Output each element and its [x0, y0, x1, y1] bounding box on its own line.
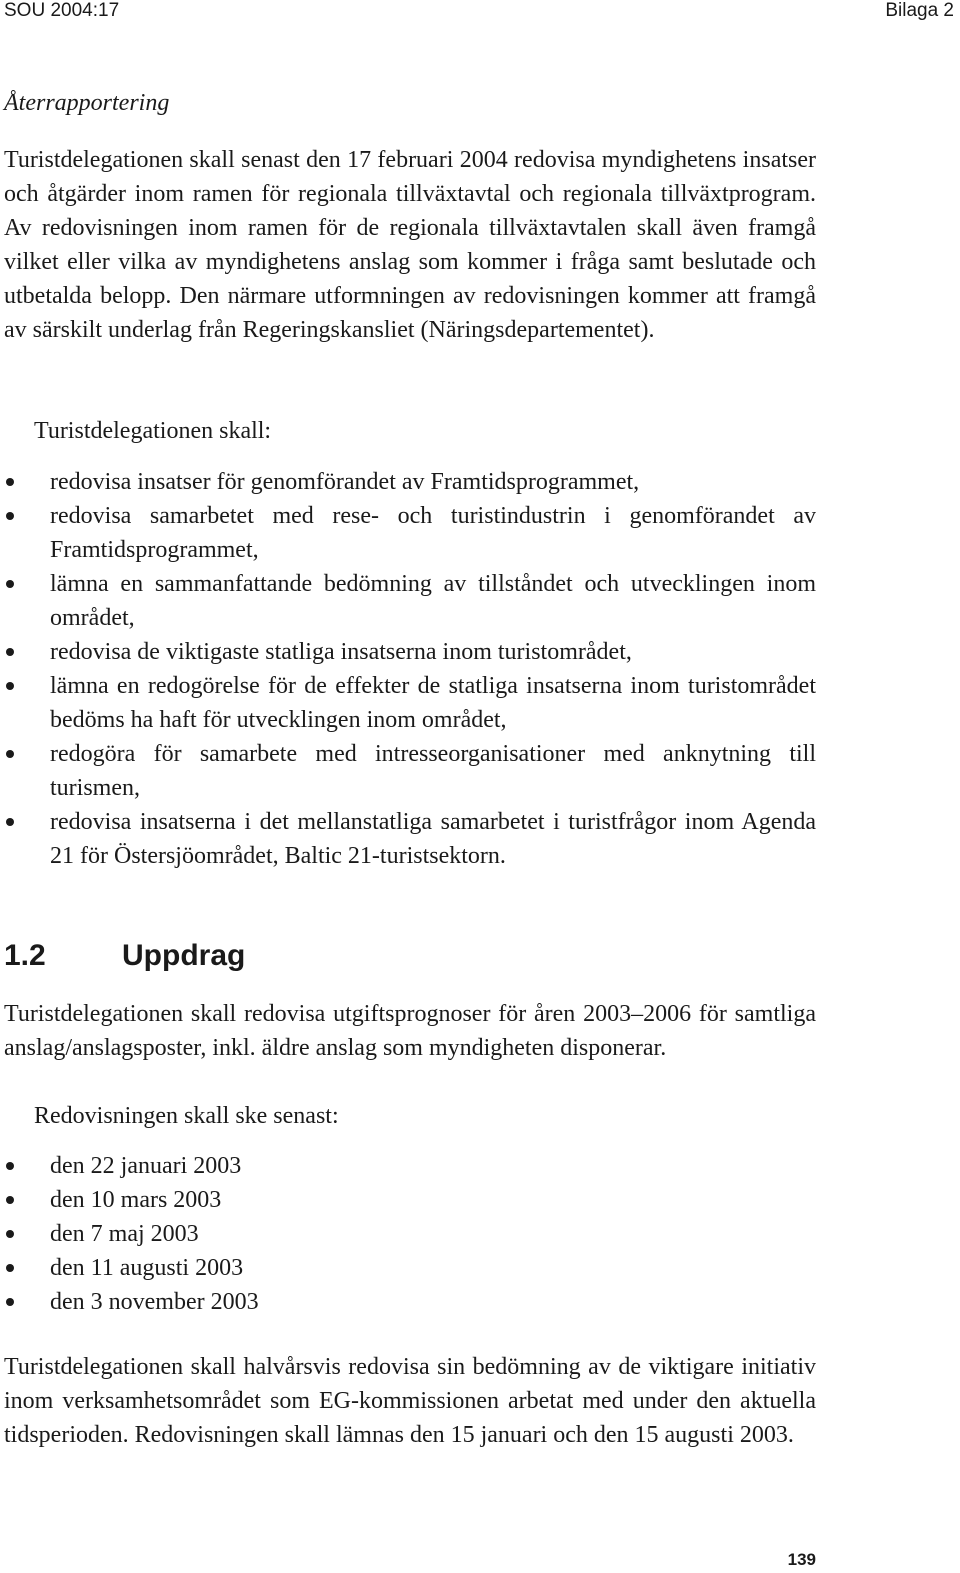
paragraph-semiannual: Turistdelegationen skall halvårsvis redovisa sin bedömning av de viktigare initiativ inom verksamhetsområdet som EG-kommissionen arbetat med under den aktuella tidsperioden. Redovisningen skall lämnas den 15 januari och den 15 augusti 2003. [4, 1354, 816, 1448]
section-number: 1.2 [4, 939, 46, 972]
bullet-icon [6, 750, 14, 758]
list-item: den 7 maj 2003 [0, 1217, 816, 1251]
bullet-icon [6, 648, 14, 656]
bullet-icon [6, 1298, 14, 1306]
bullet-icon [6, 1196, 14, 1204]
paragraph-assignment: Turistdelegationen skall redovisa utgiftsprognoser för åren 2003–2006 för samtliga anslag/anslagsposter, inkl. äldre anslag som myndigheten disponerar. [4, 1001, 816, 1061]
bullet-icon [6, 1264, 14, 1272]
bullet-icon [6, 478, 14, 486]
list-item: redogöra för samarbete med intresseorganisationer med anknytning till turismen, [0, 737, 816, 805]
list-lead-deadlines: Redovisningen skall ske senast: [34, 1103, 339, 1129]
header-report-id: SOU 2004:17 [4, 0, 120, 21]
list-item: den 3 november 2003 [0, 1285, 816, 1319]
list-item: redovisa samarbetet med rese- och turistindustrin i genomförandet av Framtidsprogrammet, [0, 499, 816, 567]
bullet-icon [6, 818, 14, 826]
task-list [0, 465, 816, 873]
list-item: den 22 januari 2003 [0, 1149, 816, 1183]
list-item: redovisa de viktigaste statliga insatserna inom turistområdet, [0, 635, 816, 669]
page-number: 139 [787, 1550, 816, 1569]
bullet-icon [6, 1162, 14, 1170]
paragraph-reporting: Turistdelegationen skall senast den 17 februari 2004 redovisa myndighetens insatser och åtgärder inom ramen för regionala tillväxtavtal och regionala tillväxtprogram. Av redovisningen inom ramen för de regionala tillväxtavtalen skall även framgå vilket eller vilka av myndighetens anslag som kommer i fråga samt beslutade och utbetalda belopp. Den närmare utformningen av redovisningen kommer att framgå av särskilt underlag från Regeringskansliet (Näringsdepartementet). [4, 147, 816, 343]
list-item: lämna en redogörelse för de effekter de statliga insatserna inom turistområdet bedöms ha haft för utvecklingen inom området, [0, 669, 816, 737]
bullet-icon [6, 682, 14, 690]
list-item: redovisa insatser för genomförandet av Framtidsprogrammet, [0, 465, 816, 499]
report-heading: Återrapportering [4, 90, 170, 116]
list-item: den 10 mars 2003 [0, 1183, 816, 1217]
list-lead-tasks: Turistdelegationen skall: [34, 418, 272, 444]
header-appendix-label: Bilaga 2 [885, 0, 954, 21]
deadline-list [0, 1149, 816, 1319]
bullet-icon [6, 1230, 14, 1238]
bullet-icon [6, 512, 14, 520]
list-item: den 11 augusti 2003 [0, 1251, 816, 1285]
list-item: lämna en sammanfattande bedömning av tillståndet och utvecklingen inom området, [0, 567, 816, 635]
bullet-icon [6, 580, 14, 588]
section-title: Uppdrag [122, 939, 246, 972]
list-item: redovisa insatserna i det mellanstatliga samarbetet i turistfrågor inom Agenda 21 för Östersjöområdet, Baltic 21-turistsektorn. [0, 805, 816, 873]
